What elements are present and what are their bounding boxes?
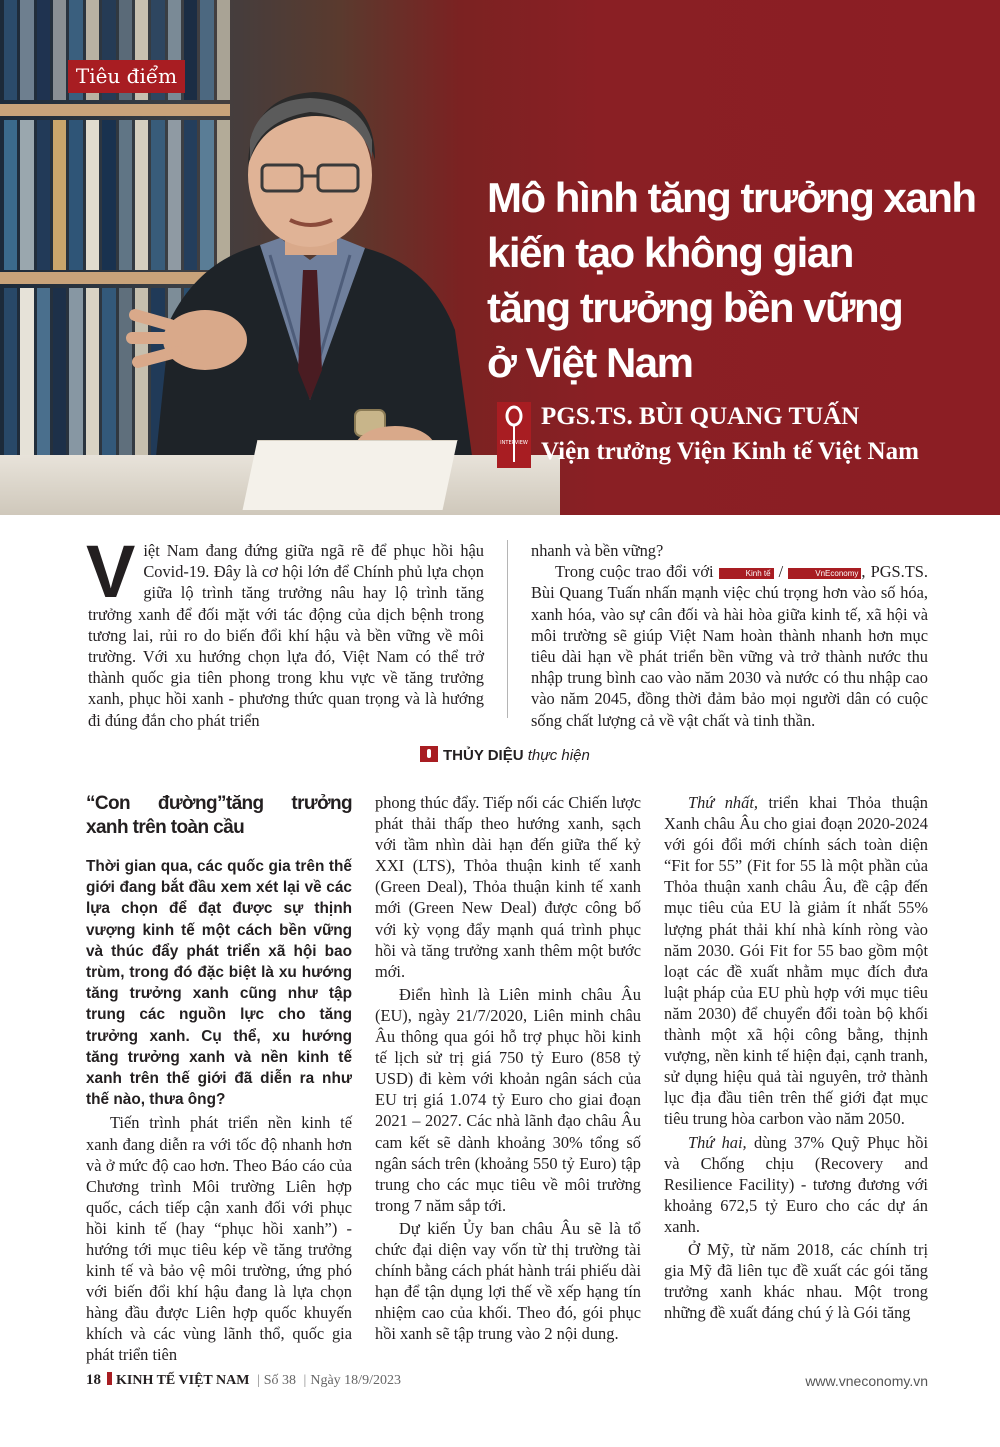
column-divider — [507, 540, 508, 718]
byline — [420, 746, 590, 764]
body-column-2 — [375, 792, 641, 1344]
magazine-name: KINH TẾ VIỆT NAM — [116, 1373, 250, 1388]
paragraph-lead: Thứ hai, — [688, 1132, 747, 1152]
interview-question: Thời gian qua, các quốc gia trên thế giới đang bắt đầu xem xét lại về các lựa chọn để đạt được sự thịnh vượng kinh tế một cách bền vững và thúc đẩy phát triển xã hội bao trùm, trong đó đặc biệt là xu hướng tăng trưởng xanh cũng như tập trung các nguồn lực cho tăng trưởng xanh. Cụ thể, xu hướng tăng trưởng xanh và nền kinh tế xanh trên thế giới đã diễn ra như thế nào, thưa ông? — [86, 858, 352, 1109]
body-paragraph — [664, 792, 928, 1130]
reporter-role: thực hiện — [527, 747, 590, 764]
page-footer: 18 KINH TẾ VIỆT NAM | Số 38 | Ngày 18/9/2023 — [86, 1372, 401, 1388]
intro-p2-text: Trong cuộc trao đổi với — [555, 562, 714, 582]
body-paragraph: Tiến trình phát triển nền kinh tế xanh đang diễn ra với tốc độ nhanh hơn và ở mức độ cao hơn. Theo Báo cáo của Chương trình Môi trường Liên hợp quốc, cách tiếp cận xanh đối với phục hồi kinh tế (hay “phục hồi xanh”) - hướng tới mục tiêu kép về tăng trưởng kinh tế và bảo vệ môi trường, ứng phó với biến đổi khí hậu đang là lựa chọn hàng đầu được Liên hợp quốc khuyến khích và các vùng lãnh thổ, quốc gia phát triển tiên — [86, 1113, 352, 1365]
hero-banner — [0, 0, 1000, 515]
body-paragraph: Điển hình là Liên minh châu Âu (EU), ngày 21/7/2020, Liên minh châu Âu thông qua gói hỗ trợ phục hồi kinh tế lịch sử trị giá 750 tỷ Euro (858 tỷ USD) đi kèm với khoản ngân sách của EU trị giá 1.074 tỷ Euro cho giai đoạn 2021 – 2027. Các nhà lãnh đạo châu Âu cam kết sẽ dành khoảng 30% tổng số ngân sách trên (khoảng 550 tỷ Euro) tập trung cho các mục tiêu về môi trường trong 7 năm sắp tới. — [375, 984, 641, 1215]
interview-microphone-icon — [497, 402, 531, 468]
microphone-icon — [420, 746, 438, 762]
interviewee-name: PGS.TS. BÙI QUANG TUẤN — [541, 403, 860, 430]
vneconomy-logo: VnEconomy — [788, 568, 861, 579]
article-headline — [487, 170, 987, 390]
headline-line: kiến tạo không gian — [487, 229, 853, 276]
drop-cap: V — [86, 530, 136, 613]
paragraph-text: dùng 37% Quỹ Phục hồi và Chống chịu (Recovery and Resilience Facility) - tương đương với khoảng 672,5 tỷ Euro cho các dự án xanh. — [664, 1132, 928, 1236]
headline-line: ở Việt Nam — [487, 339, 693, 386]
intro-column-right — [531, 540, 928, 731]
website-link[interactable]: www.vneconomy.vn — [805, 1373, 928, 1389]
issue-number: Số 38 — [263, 1373, 297, 1388]
paragraph-text: triển khai Thỏa thuận Xanh châu Âu cho giai đoạn 2020-2024 với gói đổi mới chính sách toàn diện “Fit for 55” (Fit for 55 là một phần của Thỏa thuận xanh châu Âu, đề cập đến mục tiêu của EU là giảm ít nhất 55% lượng phát thải khí nhà kính ròng vào năm 2030. Gói Fit for 55 bao gồm một loạt các đề xuất nhằm mục đích đưa luật pháp của EU phù hợp với mục tiêu năm 2030) để chuyển đổi toàn bộ khối thành một xã hội công bằng, thịnh vượng, nền kinh tế hiện đại, cạnh tranh, sử dụng hiệu quả tài nguyên, trở thành lục địa đầu tiên trên thế giới đạt mục tiêu trung hòa carbon vào năm 2050. — [664, 793, 928, 1129]
intro-paragraph-2 — [531, 561, 928, 731]
intro-paragraph-end: nhanh và bền vững? — [531, 541, 664, 560]
section-heading: “Con đường”tăng trưởng xanh trên toàn cầu — [86, 793, 352, 838]
body-paragraph — [664, 1132, 928, 1237]
intro-paragraph: iệt Nam đang đứng giữa ngã rẽ để phục hồi hậu Covid-19. Đây là cơ hội lớn để Chính phủ lựa chọn giữa lộ trình tăng trưởng nâu hay lộ trình tăng trưởng xanh để đối mặt với tác động của dịch bệnh trong tương lai, rủi ro do biến đổi khí hậu và bền vững về môi trường. Với xu hướng chọn lựa đó, Việt Nam có thể trở thành quốc gia tiên phong trong khu vực về tăng trưởng xanh, phục hồi xanh - phương thức quan trọng và là hướng đi đúng đắn cho phát triển — [88, 541, 484, 730]
intro-column-left — [86, 530, 484, 731]
issue-date: Ngày 18/9/2023 — [310, 1373, 401, 1388]
body-column-1 — [86, 792, 352, 1366]
page-number: 18 — [86, 1372, 101, 1388]
reporter-name: THỦY DIỆU — [443, 747, 524, 764]
body-paragraph: Ở Mỹ, từ năm 2018, các chính trị gia Mỹ đã liên tục đề xuất các gói tăng trưởng xanh khác nhau. Một trong những đề xuất đáng chú ý là Gói tăng — [664, 1239, 928, 1323]
headline-line: tăng trưởng bền vững — [487, 284, 903, 331]
section-tag: Tiêu điểm — [68, 60, 185, 93]
headline-line: Mô hình tăng trưởng xanh — [487, 174, 976, 221]
logo-separator: / — [778, 562, 784, 582]
interviewee-title: Viện trưởng Viện Kinh tế Việt Nam — [541, 438, 919, 465]
interview-badge-text: INTERVIEW — [500, 440, 528, 446]
kinh-te-logo: Kinh tế — [719, 568, 774, 579]
body-column-3 — [664, 792, 928, 1323]
intro-p2-text: , PGS.TS. Bùi Quang Tuấn nhấn mạnh việc chú trọng hơn vào số hóa, xanh hóa, vào sự cân đối và hài hòa giữa kinh tế, xã hội và môi trường sẽ giúp Việt Nam hoàn thành nhanh hơn mục tiêu dài hạn về phát triển bền vững và trở thành nước thu nhập trung bình cao vào năm 2030 và nước có thu nhập cao vào năm 2045, đồng thời đảm bảo mọi người dân có cuộc sống chất lượng cả về vật chất và tinh thần. — [531, 562, 928, 730]
body-paragraph: Dự kiến Ủy ban châu Âu sẽ là tổ chức đại diện vay vốn từ thị trường tài chính bằng cách phát hành trái phiếu dài hạn để tận dụng lợi thế về xếp hạng tín nhiệm cao của khối. Theo đó, gói phục hồi xanh sẽ tập trung vào 2 nội dung. — [375, 1218, 641, 1344]
paragraph-lead: Thứ nhất, — [688, 793, 758, 812]
body-paragraph: phong thúc đẩy. Tiếp nối các Chiến lược phát thải thấp theo hướng xanh, sạch với tầm nhìn dài hạn đến giữa thế kỷ XXI (LTS), Thỏa thuận kinh tế xanh (Green Deal), Thỏa thuận kinh tế xanh mới (Green New Deal) được công bố với kỳ vọng đẩy mạnh quá trình phục hồi và tăng trưởng xanh thêm một bước mới. — [375, 793, 641, 981]
